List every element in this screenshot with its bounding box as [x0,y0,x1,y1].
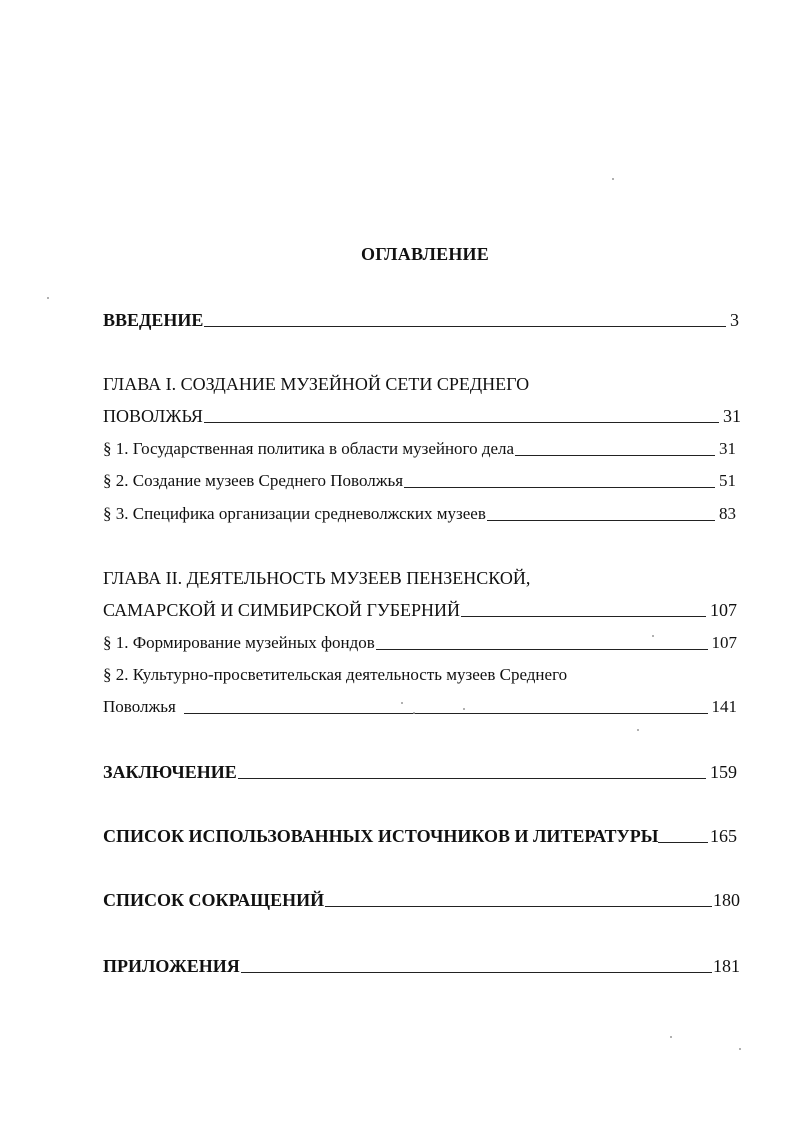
toc-entry-chapter1-section1[interactable] [103,438,736,460]
dot-leader [238,777,706,779]
toc-entry-chapter2-line1[interactable] [103,567,530,589]
scan-speck [413,712,415,714]
dot-leader [461,615,706,617]
toc-entry-abbreviations[interactable] [103,889,740,911]
toc-page-number: 31 [723,406,741,426]
toc-entry-label: ПРИЛОЖЕНИЯ [103,956,240,976]
toc-entry-chapter1-line2[interactable] [103,405,741,427]
toc-page-number: 51 [719,471,736,490]
toc-entry-label: § 1. Формирование музейных фондов [103,633,375,652]
toc-page-number: 181 [713,956,740,976]
scan-speck [652,635,654,637]
dot-leader [325,905,712,907]
toc-entry-chapter2-line2[interactable] [103,599,737,621]
toc-entry-label: ВВЕДЕНИЕ [103,310,204,330]
dot-leader [241,971,712,973]
chapter-title: ДЕЯТЕЛЬНОСТЬ МУЗЕЕВ ПЕНЗЕНСКОЙ, [182,568,531,588]
toc-page-number: 107 [710,600,737,620]
toc-entry-label: § 2. Создание музеев Среднего Поволжья [103,471,404,490]
toc-entry-chapter2-section2-line2[interactable] [103,696,737,718]
toc-title: ОГЛАВЛЕНИЕ [361,244,489,264]
scan-speck [637,729,639,731]
toc-page-number: 83 [719,504,736,523]
toc-entry-appendices[interactable] [103,955,740,977]
toc-entry-chapter2-section1[interactable] [103,632,737,654]
toc-entry-introduction[interactable] [103,309,739,331]
toc-entry-label: ЗАКЛЮЧЕНИЕ [103,762,237,782]
toc-entry-chapter1-line1[interactable] [103,373,529,395]
toc-entry-sources[interactable] [103,825,737,847]
chapter-title-continued: САМАРСКОЙ И СИМБИРСКОЙ ГУБЕРНИЙ [103,600,461,620]
chapter-prefix: ГЛАВА II. [103,568,183,588]
toc-page-number: 3 [730,310,739,330]
toc-entry-chapter2-section2-line1[interactable] [103,664,567,686]
dot-leader [404,486,715,488]
scan-speck [463,708,465,710]
toc-page-number: 180 [713,890,740,910]
dot-leader [204,421,719,423]
toc-entry-label-continued: Поволжья [103,697,176,716]
chapter-title-continued: ПОВОЛЖЬЯ [103,406,203,426]
chapter-title: СОЗДАНИЕ МУЗЕЙНОЙ СЕТИ СРЕДНЕГО [176,374,530,394]
toc-entry-label: СПИСОК СОКРАЩЕНИЙ [103,890,325,910]
dot-leader [487,519,715,521]
toc-entry-label: § 1. Государственная политика в области музейного дела [103,439,515,458]
dot-leader [515,454,715,456]
toc-entry-chapter1-section3[interactable] [103,503,736,525]
toc-entry-label: § 2. Культурно-просветительская деятельность музеев Среднего [103,665,568,684]
toc-page-number: 31 [719,439,736,458]
chapter-prefix: ГЛАВА I. [103,374,177,394]
scan-speck [612,178,614,180]
dot-leader [658,841,708,843]
scan-speck [739,1048,741,1050]
dot-leader [184,712,708,714]
dot-leader [204,325,726,327]
scan-speck [47,297,49,299]
toc-entry-chapter1-section2[interactable] [103,470,736,492]
toc-page-number: 107 [711,633,737,652]
scan-speck [401,702,403,704]
toc-page-number: 165 [710,826,737,846]
toc-entry-label: СПИСОК ИСПОЛЬЗОВАННЫХ ИСТОЧНИКОВ И ЛИТЕРАТУРЫ [103,826,659,846]
toc-page-number: 141 [711,697,737,716]
toc-page-number: 159 [710,762,737,782]
scan-speck [670,1036,672,1038]
dot-leader [376,648,708,650]
toc-entry-label: § 3. Специфика организации средневолжских музеев [103,504,486,523]
toc-entry-conclusion[interactable] [103,761,737,783]
